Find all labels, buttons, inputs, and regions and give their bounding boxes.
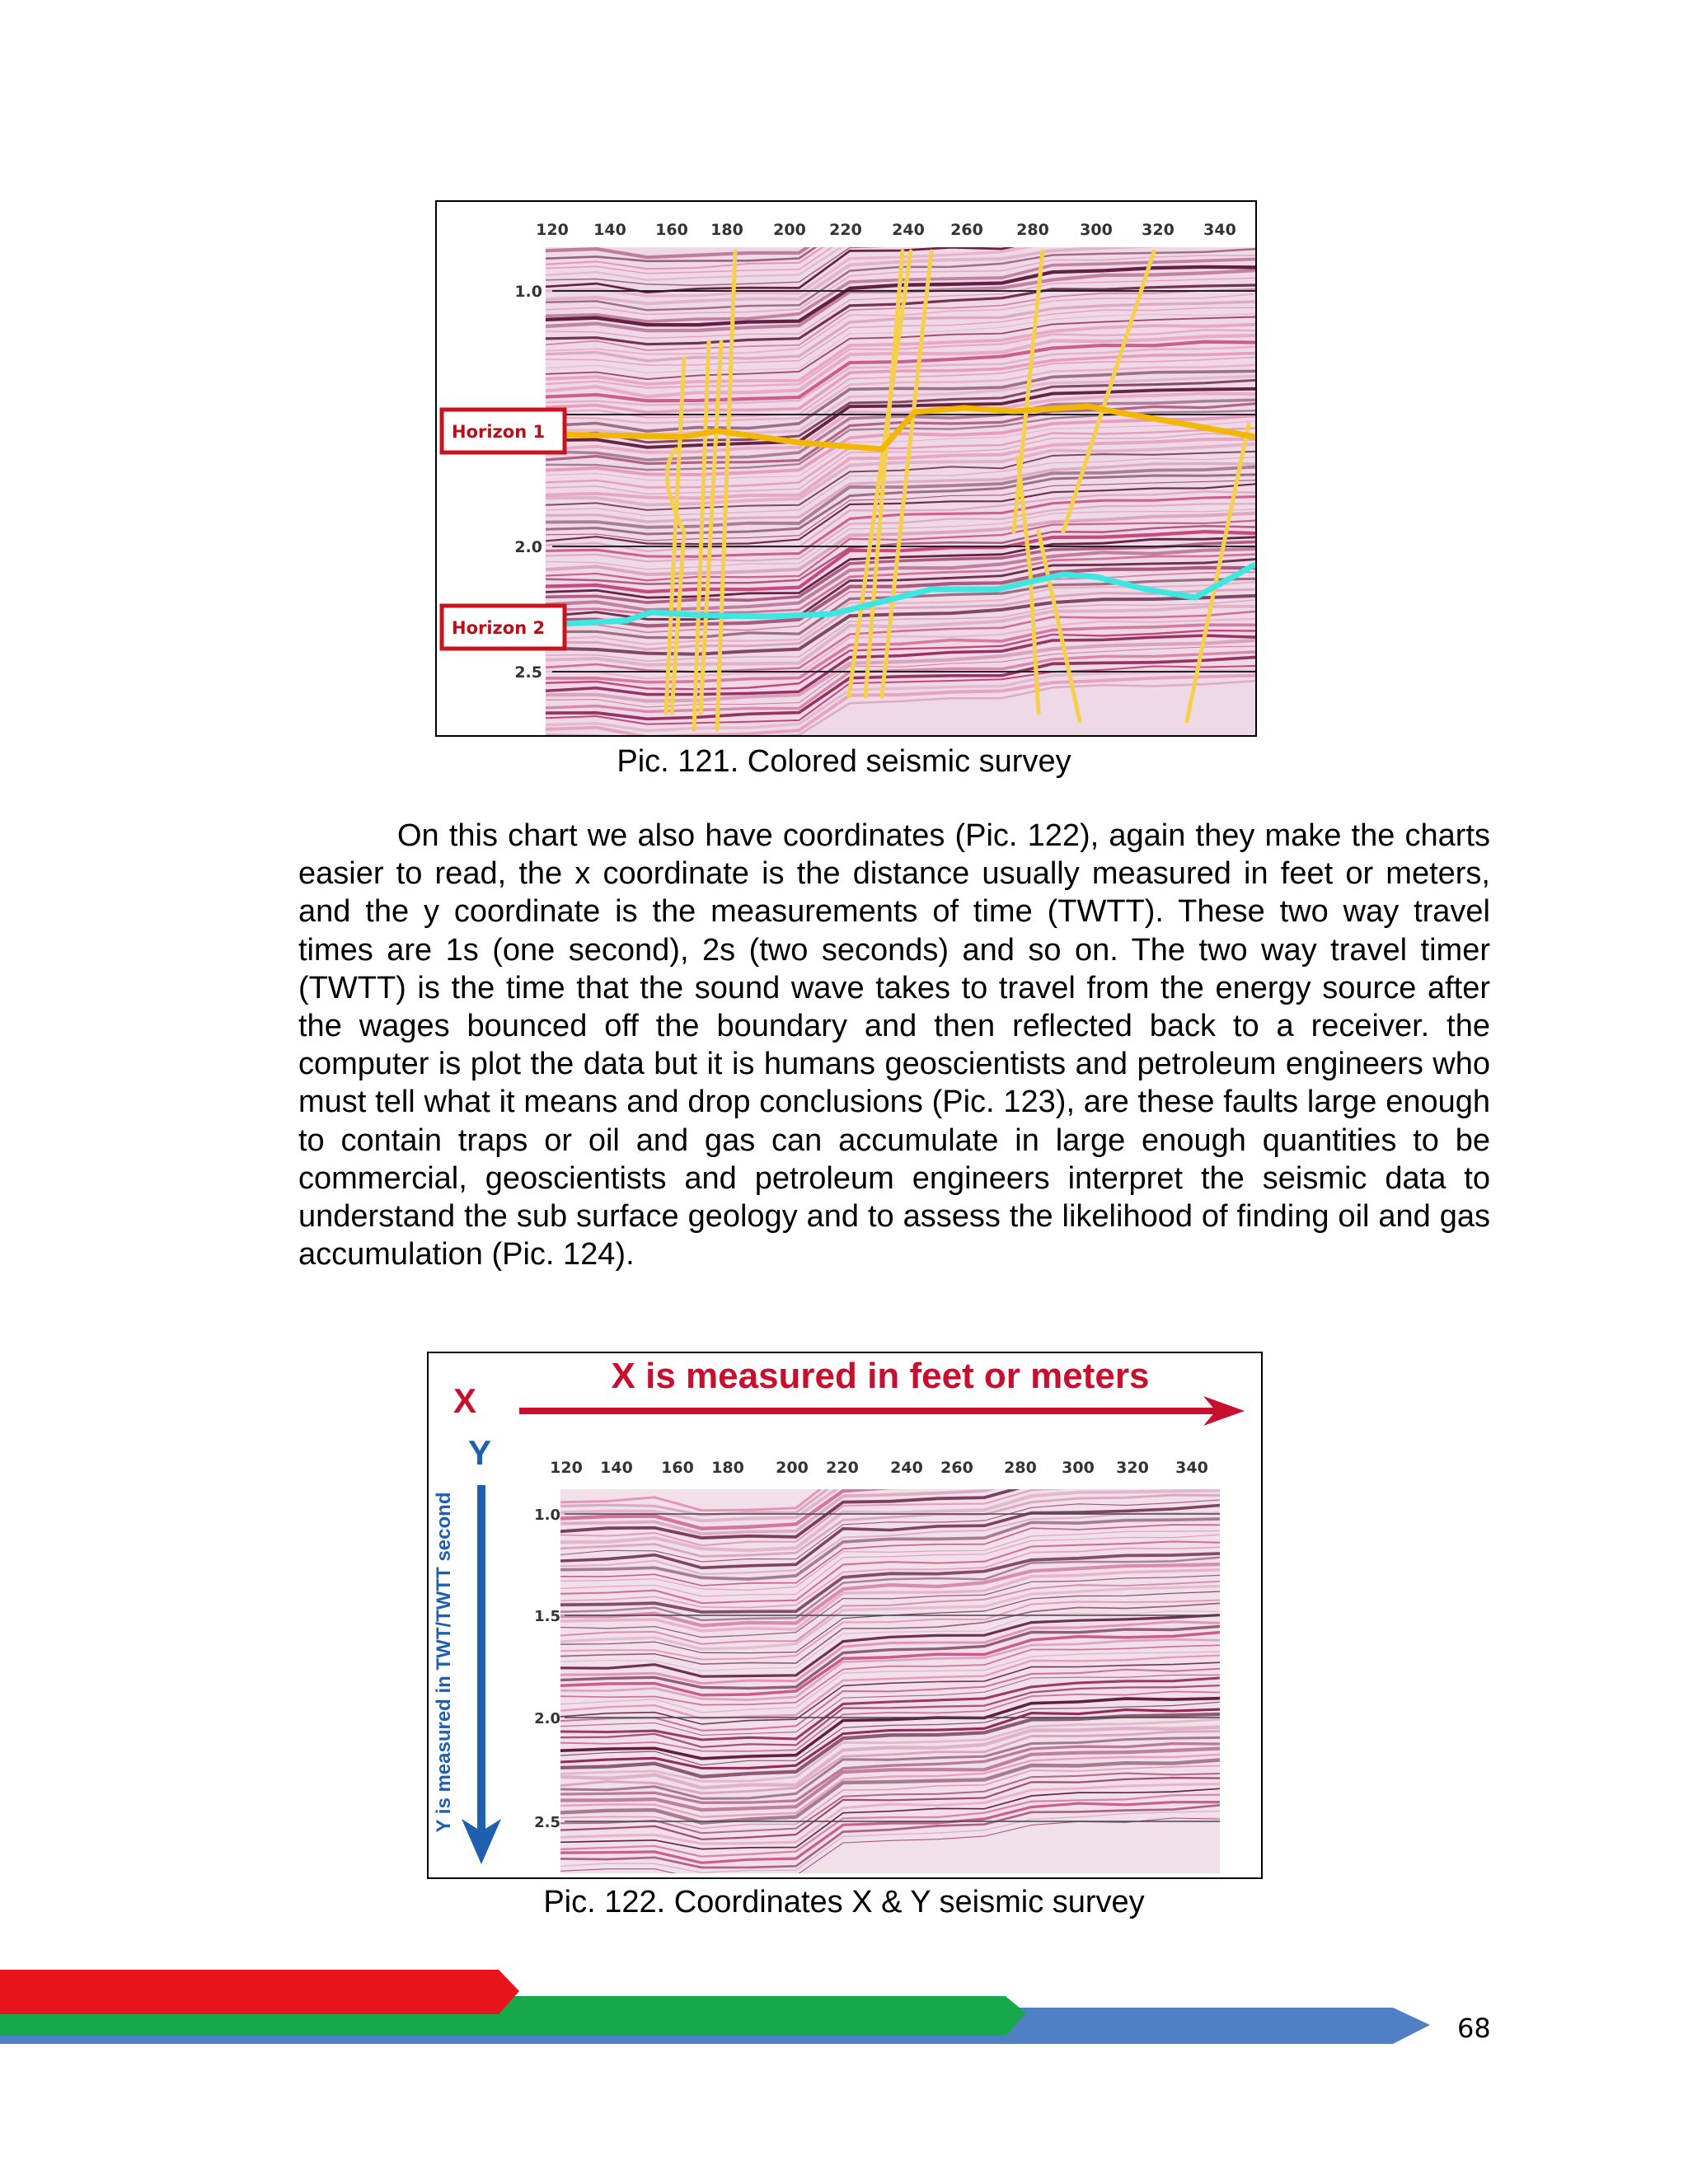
seismic-image-coordinates xyxy=(429,1353,1261,1877)
x-tick-label: 200 xyxy=(776,1459,809,1477)
x-tick-label: 160 xyxy=(661,1459,694,1477)
x-tick-label: 300 xyxy=(1062,1459,1095,1477)
x-tick-label: 140 xyxy=(600,1459,633,1477)
x-tick-label: 240 xyxy=(892,221,925,239)
footer-band-red xyxy=(0,1970,519,2014)
figure-colored-seismic-survey xyxy=(435,200,1257,737)
x-tick-label: 120 xyxy=(536,221,569,239)
x-tick-label: 220 xyxy=(829,221,862,239)
x-tick-label: 340 xyxy=(1175,1459,1208,1477)
x-tick-label: 300 xyxy=(1080,221,1113,239)
page-number: 68 xyxy=(1457,2013,1491,2044)
x-tick-label: 160 xyxy=(655,221,688,239)
y-axis-title: Y is measured in TWT/TWTT second xyxy=(433,1492,455,1833)
x-tick-label: 260 xyxy=(950,221,983,239)
x-tick-label: 180 xyxy=(711,1459,744,1477)
y-axis-letter: Y xyxy=(467,1433,492,1472)
y-tick-label: 1.5 xyxy=(534,1608,560,1625)
figure-coordinates-seismic-survey xyxy=(427,1352,1263,1879)
x-tick-label: 220 xyxy=(826,1459,859,1477)
figure-caption: Pic. 122. Coordinates X & Y seismic survey xyxy=(543,1885,1145,1919)
x-tick-label: 120 xyxy=(550,1459,583,1477)
horizon-label: Horizon 2 xyxy=(452,618,546,638)
x-tick-label: 320 xyxy=(1116,1459,1149,1477)
figure-caption: Pic. 121. Colored seismic survey xyxy=(617,744,1071,779)
x-tick-label: 200 xyxy=(773,221,806,239)
y-tick-label: 2.0 xyxy=(514,538,542,556)
y-tick-label: 2.0 xyxy=(534,1710,560,1727)
seismic-image-horizons xyxy=(437,202,1255,735)
y-tick-label: 2.5 xyxy=(514,663,542,682)
body-paragraph: On this chart we also have coordinates (Pic. 122), again they make the charts easier to read, the x coordinate is the distance usually measured in feet or meters, and the y coordinate is the measurements of time (TWTT). These two way travel times are 1s (one second), 2s (two seconds) and so on. The two way travel timer (TWTT) is the time that the sound wave takes to travel from the energy source after the wages bounced off the boundary and then reflected back to a receiver. the computer is plot the data but it is humans geoscientists and petroleum engineers who must tell what it means and drop conclusions (Pic. 123), are these faults large enough to contain traps or oil and gas can accumulate in large enough quantities to be commercial, geoscientists and petroleum engineers interpret the seismic data to understand the sub surface geology and to assess the likelihood of finding oil and gas accumulation (Pic. 124). xyxy=(298,818,1490,1272)
x-tick-label: 180 xyxy=(710,221,743,239)
x-tick-label: 320 xyxy=(1142,221,1175,239)
y-tick-label: 1.0 xyxy=(534,1507,560,1524)
x-axis-title: X is measured in feet or meters xyxy=(611,1356,1150,1396)
x-tick-label: 280 xyxy=(1004,1459,1037,1477)
x-tick-label: 280 xyxy=(1016,221,1049,239)
footer-arrow-bands xyxy=(0,1970,1451,2069)
y-tick-label: 1.0 xyxy=(514,283,542,301)
x-tick-label: 260 xyxy=(940,1459,973,1477)
x-axis-letter: X xyxy=(452,1381,477,1420)
x-tick-label: 240 xyxy=(890,1459,923,1477)
y-tick-label: 2.5 xyxy=(534,1814,560,1831)
horizon-label: Horizon 1 xyxy=(452,422,546,442)
x-tick-label: 340 xyxy=(1203,221,1236,239)
x-tick-label: 140 xyxy=(593,221,626,239)
